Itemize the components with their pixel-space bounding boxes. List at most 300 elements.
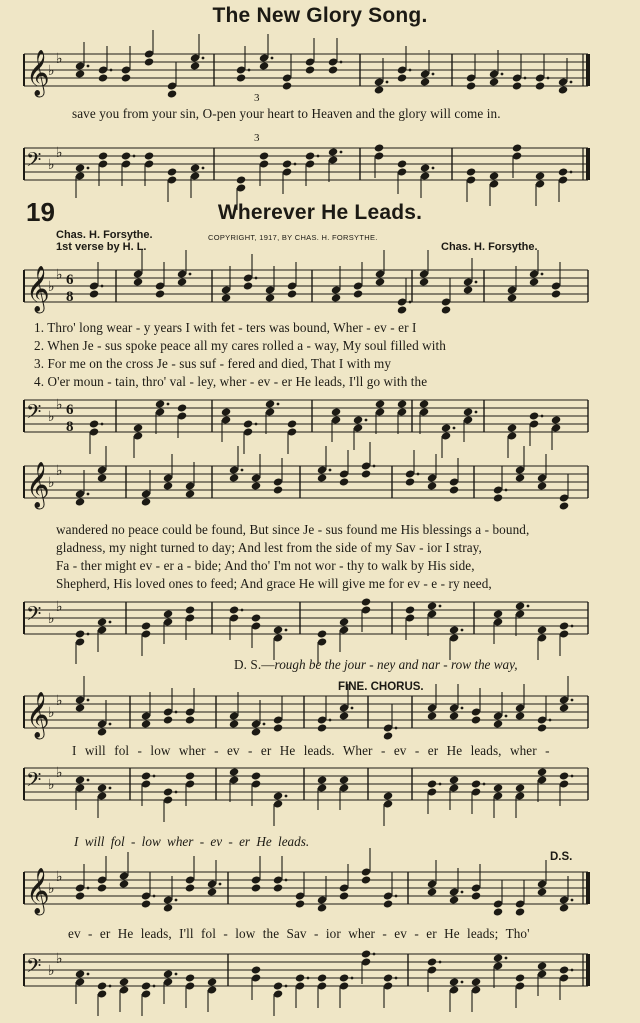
note-head: [471, 715, 482, 724]
note-head: [75, 163, 86, 172]
note-head: [515, 783, 526, 792]
triplet-mark: 3: [254, 132, 260, 144]
note-head: [273, 485, 284, 494]
dot: [527, 605, 530, 608]
note-head: [463, 285, 474, 294]
note-head: [383, 791, 394, 800]
note-head: [537, 767, 548, 776]
note-head: [339, 891, 350, 900]
note-head: [236, 73, 247, 82]
note-head: [273, 791, 284, 800]
note-head: [141, 981, 152, 990]
flat-icon: ♭: [48, 409, 55, 425]
dot: [241, 609, 244, 612]
flat-icon: ♭: [48, 63, 55, 79]
dot: [109, 787, 112, 790]
time-sig-top: 6: [66, 272, 74, 288]
note-head: [295, 973, 306, 982]
flat-icon: ♭: [56, 51, 63, 67]
fine-chorus-marker: FINE. CHORUS.: [338, 681, 424, 693]
note-head: [273, 723, 284, 732]
staff-bass-3: [0, 760, 640, 820]
flat-icon: ♭: [56, 267, 63, 283]
note-head: [177, 277, 188, 286]
dot: [432, 167, 435, 170]
dot: [271, 57, 274, 60]
note-head: [282, 81, 293, 90]
note-head: [405, 477, 416, 486]
flat-icon: ♭: [48, 611, 55, 627]
dot: [285, 879, 288, 882]
note-head: [339, 775, 350, 784]
dot: [241, 469, 244, 472]
flat-icon: ♭: [56, 463, 63, 479]
time-sig-bottom: 8: [66, 419, 74, 435]
dot: [175, 899, 178, 902]
note-head: [98, 73, 109, 82]
note-head: [374, 85, 385, 94]
note-head: [229, 767, 240, 776]
dot: [202, 167, 205, 170]
note-head: [119, 879, 130, 888]
staff-bass-4: [0, 946, 640, 1006]
note-head: [163, 481, 174, 490]
verse-line: 4. O'er moun - tain, thro' val - ley, wher - ev - er He leads, I'll go with the: [34, 374, 428, 389]
note-head: [328, 147, 339, 156]
dot: [175, 973, 178, 976]
note-head: [361, 875, 372, 884]
dot: [87, 167, 90, 170]
note-head: [397, 159, 408, 168]
note-head: [221, 407, 232, 416]
dot: [153, 985, 156, 988]
dot: [317, 155, 320, 158]
dot: [202, 57, 205, 60]
note-head: [449, 977, 460, 986]
note-head: [559, 965, 570, 974]
note-head: [420, 163, 431, 172]
note-head: [185, 771, 196, 780]
note-head: [295, 899, 306, 908]
note-head: [167, 167, 178, 176]
dot: [571, 899, 574, 902]
note-head: [420, 77, 431, 86]
note-head: [163, 609, 174, 618]
dot: [475, 281, 478, 284]
dot: [285, 629, 288, 632]
note-head: [97, 883, 108, 892]
dot: [570, 171, 573, 174]
flat-icon: ♭: [48, 963, 55, 979]
note-head: [427, 601, 438, 610]
note-head: [251, 883, 262, 892]
music-credit: Chas. H. Forsythe.: [441, 241, 538, 253]
note-head: [383, 973, 394, 982]
note-head: [449, 485, 460, 494]
note-head: [207, 887, 218, 896]
verse-line: gladness, my night turned to day; And lest from the side of my Sav - ior I stray,: [56, 540, 482, 555]
note-head: [537, 625, 548, 634]
note-head: [493, 493, 504, 502]
flat-icon: ♭: [48, 279, 55, 295]
bass-clef-icon: 𝄢: [26, 768, 42, 796]
note-head: [273, 883, 284, 892]
flat-icon: ♭: [56, 869, 63, 885]
note-head: [97, 473, 108, 482]
note-head: [75, 891, 86, 900]
staff-bass-top: [0, 140, 640, 200]
dot: [329, 719, 332, 722]
dot: [417, 473, 420, 476]
lyric-line-top: save you from your sin, O-pen your heart to Heaven and the glory will come in.: [72, 106, 501, 121]
dot: [87, 633, 90, 636]
note-head: [190, 61, 201, 70]
note-head: [229, 473, 240, 482]
dot: [87, 887, 90, 890]
dot: [461, 707, 464, 710]
dot: [409, 69, 412, 72]
note-head: [317, 775, 328, 784]
note-head: [243, 281, 254, 290]
note-head: [427, 887, 438, 896]
note-head: [353, 289, 364, 298]
dot: [87, 779, 90, 782]
dot: [571, 969, 574, 972]
verse-line: 3. For me on the cross Je - sus suf - fered and died, That I with my: [34, 356, 392, 371]
note-head: [155, 289, 166, 298]
note-head: [427, 957, 438, 966]
dot: [461, 891, 464, 894]
note-head: [273, 981, 284, 990]
note-head: [185, 489, 196, 498]
triplet-mark: 3: [254, 92, 260, 104]
verse-line: Fa - ther might ev - er a - bide; And tho' I'm not wor - thy to walk by His side,: [56, 558, 475, 573]
note-head: [97, 981, 108, 990]
dot: [285, 985, 288, 988]
note-head: [339, 973, 350, 982]
dot: [101, 285, 104, 288]
note-head: [163, 903, 174, 912]
note-head: [317, 473, 328, 482]
note-head: [361, 597, 372, 606]
note-head: [119, 977, 130, 986]
dot: [439, 961, 442, 964]
note-head: [265, 399, 276, 408]
ds-text-line: [234, 656, 518, 674]
dot: [167, 403, 170, 406]
time-sig-bottom: 8: [66, 289, 74, 305]
dot: [351, 707, 354, 710]
note-head: [141, 899, 152, 908]
note-head: [427, 779, 438, 788]
dot: [133, 155, 136, 158]
note-head: [251, 965, 262, 974]
dot: [340, 61, 343, 64]
note-head: [507, 423, 518, 432]
note-head: [551, 289, 562, 298]
dot: [263, 723, 266, 726]
dot: [501, 73, 504, 76]
note-head: [141, 497, 152, 506]
note-head: [141, 719, 152, 728]
note-head: [328, 65, 339, 74]
flat-icon: ♭: [48, 705, 55, 721]
note-head: [185, 715, 196, 724]
note-head: [558, 85, 569, 94]
note-head: [259, 61, 270, 70]
dot: [373, 953, 376, 956]
note-head: [449, 625, 460, 634]
verse-line: wandered no peace could be found, But since Je - sus found me His blessings a - bound,: [56, 522, 530, 537]
note-head: [489, 171, 500, 180]
dot: [219, 883, 222, 886]
song-title-top: The New Glory Song.: [212, 4, 428, 27]
note-head: [75, 69, 86, 78]
flat-icon: ♭: [56, 951, 63, 967]
note-head: [177, 403, 188, 412]
note-head: [419, 399, 430, 408]
note-head: [155, 399, 166, 408]
note-head: [427, 481, 438, 490]
bass-clef-icon: 𝄢: [26, 148, 42, 176]
note-head: [167, 89, 178, 98]
note-head: [339, 711, 350, 720]
note-head: [265, 293, 276, 302]
dot: [395, 977, 398, 980]
dot: [432, 73, 435, 76]
note-head: [375, 399, 386, 408]
note-head: [236, 175, 247, 184]
note-head: [361, 469, 372, 478]
note-head: [259, 151, 270, 160]
flat-icon: ♭: [56, 145, 63, 161]
dot: [87, 699, 90, 702]
note-head: [466, 81, 477, 90]
dot: [175, 711, 178, 714]
note-head: [559, 903, 570, 912]
dot: [373, 465, 376, 468]
note-head: [515, 973, 526, 982]
note-head: [515, 601, 526, 610]
dot: [294, 163, 297, 166]
note-head: [305, 65, 316, 74]
note-head: [375, 277, 386, 286]
dot: [475, 411, 478, 414]
note-head: [419, 277, 430, 286]
note-head: [75, 775, 86, 784]
note-head: [529, 277, 540, 286]
note-head: [551, 415, 562, 424]
dot: [409, 301, 412, 304]
note-head: [89, 289, 100, 298]
note-head: [190, 163, 201, 172]
note-head: [163, 969, 174, 978]
flat-icon: ♭: [56, 693, 63, 709]
note-head: [331, 293, 342, 302]
note-head: [493, 783, 504, 792]
note-head: [317, 629, 328, 638]
dot: [453, 427, 456, 430]
note-head: [229, 605, 240, 614]
note-head: [141, 771, 152, 780]
note-head: [317, 973, 328, 982]
chorus-line: I will fol - low wher - ev - er He leads. Wher - ev - er He leads, wher -: [72, 743, 550, 758]
note-head: [493, 907, 504, 916]
treble-clef-icon: 𝄞: [26, 50, 50, 96]
note-head: [471, 977, 482, 986]
note-head: [282, 159, 293, 168]
dot: [351, 977, 354, 980]
treble-clef-icon: 𝄞: [26, 692, 50, 738]
note-head: [383, 899, 394, 908]
note-head: [89, 419, 100, 428]
note-head: [121, 73, 132, 82]
note-head: [98, 151, 109, 160]
note-head: [559, 501, 570, 510]
note-head: [559, 771, 570, 780]
note-head: [185, 605, 196, 614]
dot: [340, 151, 343, 154]
note-head: [133, 277, 144, 286]
note-head: [185, 973, 196, 982]
staff-treble-1: [0, 262, 640, 322]
note-head: [535, 81, 546, 90]
dot: [571, 699, 574, 702]
note-head: [75, 497, 86, 506]
note-head: [471, 891, 482, 900]
dot: [570, 81, 573, 84]
staff-bass-2: [0, 594, 640, 654]
note-head: [243, 419, 254, 428]
note-head: [185, 883, 196, 892]
staff-treble-top: [0, 46, 640, 106]
note-head: [144, 151, 155, 160]
note-head: [558, 167, 569, 176]
note-head: [141, 621, 152, 630]
dot: [255, 277, 258, 280]
dot: [541, 415, 544, 418]
bass-clef-icon: 𝄢: [26, 954, 42, 982]
flat-icon: ♭: [56, 599, 63, 615]
flat-icon: ♭: [48, 475, 55, 491]
note-head: [221, 293, 232, 302]
dot: [87, 973, 90, 976]
note-head: [512, 81, 523, 90]
note-head: [287, 289, 298, 298]
note-head: [441, 305, 452, 314]
dot: [365, 419, 368, 422]
dot: [277, 403, 280, 406]
note-head: [163, 715, 174, 724]
verse-line: Shepherd, His loved ones to feed; And grace He will give me for ev - e - ry need,: [56, 576, 492, 591]
note-head: [441, 423, 452, 432]
bass-clef-icon: 𝄢: [26, 602, 42, 630]
dot: [547, 77, 550, 80]
bass-echo-line: I will fol - low wher - ev - er He leads.: [74, 834, 310, 849]
note-head: [339, 477, 350, 486]
note-head: [493, 609, 504, 618]
note-head: [305, 151, 316, 160]
note-head: [507, 293, 518, 302]
note-head: [449, 775, 460, 784]
dot: [571, 625, 574, 628]
copyright: COPYRIGHT, 1917, BY CHAS. H. FORSYTHE.: [208, 233, 378, 242]
dot: [549, 719, 552, 722]
note-head: [97, 783, 108, 792]
note-head: [515, 907, 526, 916]
dot: [541, 273, 544, 276]
time-sig-top: 6: [66, 402, 74, 418]
treble-clef-icon: 𝄞: [26, 266, 50, 312]
treble-clef-icon: 𝄞: [26, 462, 50, 508]
note-head: [559, 621, 570, 630]
note-head: [427, 711, 438, 720]
staff-treble-4: [0, 864, 640, 924]
note-head: [97, 617, 108, 626]
note-head: [374, 143, 385, 152]
note-head: [133, 423, 144, 432]
ds-marker: D.S.: [550, 851, 573, 863]
dot: [175, 791, 178, 794]
dot: [439, 605, 442, 608]
note-head: [207, 977, 218, 986]
note-head: [251, 727, 262, 736]
note-head: [559, 703, 570, 712]
note-head: [405, 605, 416, 614]
verse-line: 1. Thro' long wear - y years I with fet - ters was bound, Wher - ev - er I: [34, 320, 417, 335]
note-head: [121, 151, 132, 160]
note-head: [466, 167, 477, 176]
note-head: [537, 723, 548, 732]
dot: [395, 895, 398, 898]
note-head: [361, 949, 372, 958]
dot: [461, 981, 464, 984]
note-head: [287, 419, 298, 428]
note-head: [251, 481, 262, 490]
dot: [109, 985, 112, 988]
note-head: [273, 625, 284, 634]
dot: [483, 783, 486, 786]
dot: [153, 895, 156, 898]
note-head: [515, 711, 526, 720]
dot: [461, 629, 464, 632]
dot: [87, 65, 90, 68]
note-head: [229, 719, 240, 728]
dot: [439, 783, 442, 786]
note-head: [537, 961, 548, 970]
note-head: [75, 969, 86, 978]
words-credit: Chas. H. Forsythe.: [56, 229, 153, 241]
dot: [109, 621, 112, 624]
dot: [505, 715, 508, 718]
note-head: [397, 399, 408, 408]
ds-lyric: rough be the jour - ney and nar - row the way,: [274, 657, 518, 672]
note-head: [317, 903, 328, 912]
note-head: [535, 171, 546, 180]
note-head: [471, 779, 482, 788]
note-head: [493, 953, 504, 962]
dot: [109, 723, 112, 726]
note-head: [515, 473, 526, 482]
bass-clef-icon: 𝄢: [26, 400, 42, 428]
note-head: [97, 727, 108, 736]
note-head: [144, 57, 155, 66]
note-head: [163, 787, 174, 796]
note-head: [449, 711, 460, 720]
flat-icon: ♭: [48, 777, 55, 793]
dot: [255, 423, 258, 426]
note-head: [397, 73, 408, 82]
